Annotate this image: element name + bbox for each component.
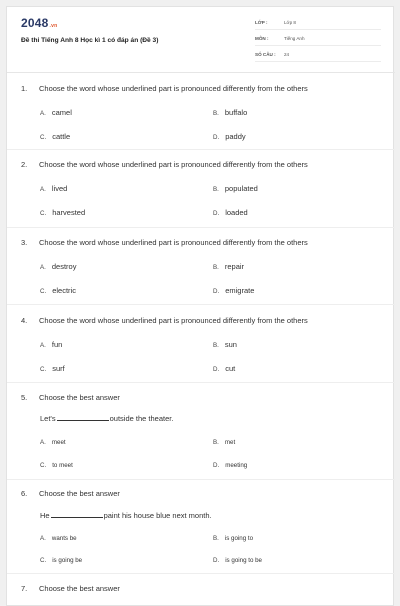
option-text: meeting	[225, 462, 248, 469]
sentence-start: Let's	[40, 414, 56, 423]
question-text: Choose the word whose underlined part is pronounced differently from the others	[39, 84, 308, 93]
question-text: Choose the best answer	[39, 584, 120, 593]
logo-suffix: .vn	[49, 23, 58, 29]
option-text: destroy	[51, 262, 77, 271]
option-c[interactable]	[40, 208, 85, 217]
question-divider	[7, 304, 395, 305]
meta-value: 24	[284, 52, 290, 57]
question-text: Choose the word whose underlined part is pronounced differently from the others	[39, 238, 308, 247]
option-text: buffalo	[224, 108, 248, 117]
meta-row-count	[255, 49, 381, 62]
option-d[interactable]	[213, 364, 235, 373]
option-text: cut	[225, 364, 236, 373]
option-a[interactable]	[40, 108, 72, 117]
option-letter: A.	[40, 535, 46, 542]
option-letter: B.	[213, 535, 219, 542]
option-a[interactable]	[40, 340, 62, 349]
option-c[interactable]	[40, 286, 76, 295]
option-text: electric	[52, 286, 76, 295]
option-letter: D.	[213, 462, 220, 469]
option-text: sun	[224, 340, 237, 349]
option-text: camel	[51, 108, 72, 117]
option-c[interactable]	[40, 364, 65, 373]
option-letter: A.	[40, 439, 46, 446]
option-letter: C.	[40, 557, 47, 564]
meta-label: SỐ CÂU :	[255, 52, 276, 57]
option-letter: C.	[40, 210, 47, 217]
option-text: is going to	[224, 535, 254, 542]
question-divider	[7, 573, 395, 574]
option-c[interactable]	[40, 557, 82, 564]
question-number: 6.	[21, 489, 28, 498]
question-number: 7.	[21, 584, 28, 593]
option-text: is going be	[52, 557, 83, 564]
option-letter: A.	[40, 110, 46, 117]
option-text: paddy	[225, 132, 246, 141]
option-b[interactable]	[213, 108, 247, 117]
option-letter: C.	[40, 288, 47, 295]
option-text: surf	[52, 364, 65, 373]
question-sentence	[40, 414, 173, 423]
option-letter: D.	[213, 210, 220, 217]
option-text: met	[224, 439, 236, 446]
meta-label: LỚP :	[255, 20, 268, 25]
option-letter: D.	[213, 288, 220, 295]
option-letter: C.	[40, 366, 47, 373]
option-letter: B.	[213, 264, 219, 271]
option-text: harvested	[52, 208, 86, 217]
option-letter: A.	[40, 186, 46, 193]
answer-blank	[57, 415, 109, 421]
option-letter: B.	[213, 110, 219, 117]
meta-label: MÔN :	[255, 36, 269, 41]
meta-row-class	[255, 17, 381, 30]
option-text: meet	[51, 439, 66, 446]
option-letter: D.	[213, 557, 220, 564]
meta-row-subject	[255, 33, 381, 46]
option-letter: A.	[40, 264, 46, 271]
logo-main: 2048	[21, 16, 49, 30]
exam-header	[7, 7, 395, 73]
option-text: fun	[51, 340, 63, 349]
option-b[interactable]	[213, 184, 258, 193]
option-letter: A.	[40, 342, 46, 349]
option-text: to meet	[52, 462, 73, 469]
option-a[interactable]	[40, 535, 77, 542]
option-c[interactable]	[40, 132, 70, 141]
question-number: 3.	[21, 238, 28, 247]
meta-value: Tiếng Anh	[284, 36, 305, 41]
option-a[interactable]	[40, 184, 67, 193]
question-divider	[7, 382, 395, 383]
option-letter: D.	[213, 366, 220, 373]
option-letter: C.	[40, 134, 47, 141]
answer-blank	[51, 512, 103, 518]
question-number: 5.	[21, 393, 28, 402]
question-divider	[7, 149, 395, 150]
option-letter: B.	[213, 439, 219, 446]
question-number: 2.	[21, 160, 28, 169]
option-text: cattle	[52, 132, 71, 141]
question-divider	[7, 479, 395, 480]
question-text: Choose the best answer	[39, 489, 120, 498]
option-b[interactable]	[213, 262, 244, 271]
option-text: lived	[51, 184, 68, 193]
option-text: is going to be	[225, 557, 262, 564]
option-b[interactable]	[213, 439, 235, 446]
question-number: 4.	[21, 316, 28, 325]
option-d[interactable]	[213, 132, 246, 141]
exam-title: Đề thi Tiếng Anh 8 Học kì 1 có đáp án (Đề 3)	[21, 37, 159, 44]
option-text: wants be	[51, 535, 77, 542]
question-sentence	[40, 511, 212, 520]
sentence-start: He	[40, 511, 50, 520]
option-b[interactable]	[213, 340, 237, 349]
option-text: repair	[224, 262, 245, 271]
question-number: 1.	[21, 84, 28, 93]
option-letter: D.	[213, 134, 220, 141]
option-d[interactable]	[213, 286, 254, 295]
option-a[interactable]	[40, 439, 66, 446]
question-text: Choose the best answer	[39, 393, 120, 402]
exam-sheet	[6, 6, 394, 606]
option-text: emigrate	[225, 286, 255, 295]
option-letter: B.	[213, 186, 219, 193]
option-text: loaded	[225, 208, 248, 217]
meta-value: Lớp 8	[284, 20, 296, 25]
option-c[interactable]	[40, 462, 73, 469]
option-text: populated	[224, 184, 258, 193]
option-letter: C.	[40, 462, 47, 469]
option-d[interactable]	[213, 462, 247, 469]
option-a[interactable]	[40, 262, 76, 271]
sentence-end: outside the theater.	[109, 414, 174, 423]
question-text: Choose the word whose underlined part is pronounced differently from the others	[39, 316, 308, 325]
option-d[interactable]	[213, 208, 248, 217]
question-divider	[7, 227, 395, 228]
option-letter: B.	[213, 342, 219, 349]
question-text: Choose the word whose underlined part is pronounced differently from the others	[39, 160, 308, 169]
sentence-end: paint his house blue next month.	[103, 511, 212, 520]
site-logo[interactable]	[21, 16, 57, 30]
option-d[interactable]	[213, 557, 262, 564]
option-b[interactable]	[213, 535, 253, 542]
